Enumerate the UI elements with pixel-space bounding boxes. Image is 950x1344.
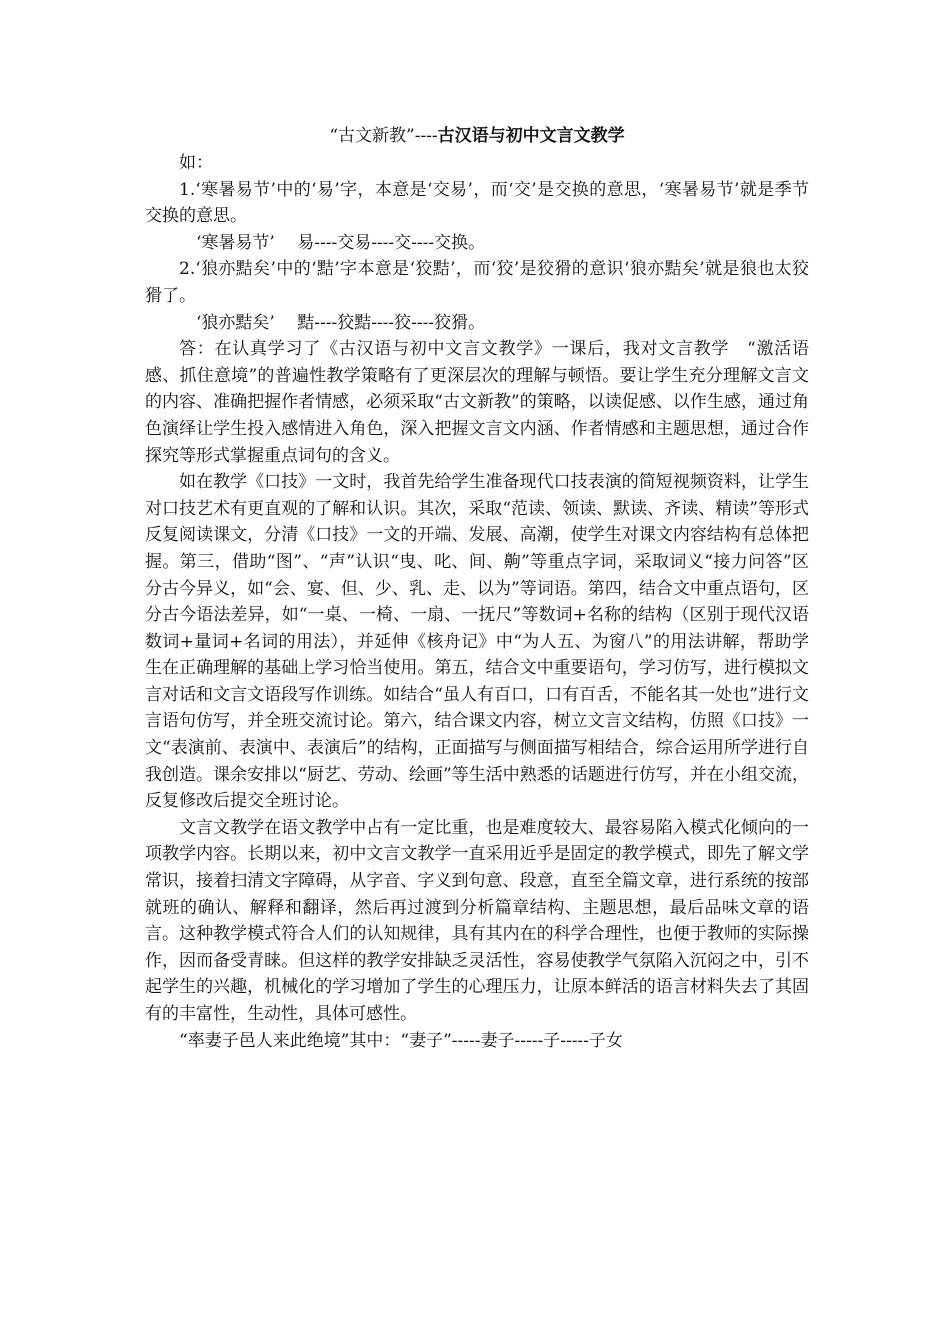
title-main: 古汉语与初中文言文教学	[437, 126, 625, 146]
paragraph: ‘寒暑易节’ 易----交易----交----交换。	[196, 232, 486, 253]
paragraph: “率妻子邑人来此绝境”其中：“妻子”-----妻子-----子-----子女	[179, 1030, 623, 1051]
paragraph: 如：	[179, 153, 213, 173]
document-body	[145, 122, 809, 1054]
document-title	[145, 122, 809, 150]
paragraph: 如在教学《口技》一文时，我首先给学生准备现代口技表演的简短视频资料，让学生对口技艺术有更直观的了解和认识。其次，采取“范读、领读、默读、齐读、精读”等形式反复阅读课文，分清《口技》一文的开端、发展、高潮，使学生对课文内容结构有总体把握。第三，借助“图”、“声”认识“曳、叱、间、齁”等重点字词，采取词义“接力问答”区分古今异义，如“会、宴、但、少、乳、走、以为”等词语。第四，结合文中重点语句，区分古今语法差异，如“一桌、一椅、一扇、一抚尺”等数词+名称的结构（区别于现代汉语数词+量词+名词的用法），并延伸《核舟记》中“为人五、为窗八”的用法讲解，帮助学生在正确理解的基础上学习恰当使用。第五，结合文中重要语句，学习仿写，进行模拟文言对话和文言文语段写作训练。如结合“虽人有百口，口有百舌，不能名其一处也”进行文言语句仿写，并全班交流讨论。第六，结合课文内容，树立文言文结构，仿照《口技》一文“表演前、表演中、表演后”的结构，正面描写与侧面描写相结合，综合运用所学进行自我创造。课余安排以“厨艺、劳动、绘画”等生活中熟悉的话题进行仿写，并在小组交流，反复修改后提交全班讨论。	[145, 472, 809, 812]
paragraph: ‘狼亦黠矣’ 黠----狡黠----狡----狡猾。	[196, 312, 486, 333]
paragraph: 答：在认真学习了《古汉语与初中文言文教学》一课后，我对文言教学 “激活语感、抓住意境”的普遍性教学策略有了更深层次的理解与顿悟。要让学生充分理解文言文的内容、准确把握作者情感，必须采取“古文新教”的策略，以读促感、以作生感，通过角色演绎让学生投入感情进入角色，深入把握文言文内涵、作者情感和主题思想，通过合作探究等形式掌握重点词句的含义。	[145, 339, 809, 466]
paragraph: 文言文教学在语文教学中占有一定比重，也是难度较大、最容易陷入模式化倾向的一项教学内容。长期以来，初中文言文教学一直采用近乎是固定的教学模式，即先了解文学常识，接着扫清文字障碍，从字音、字义到句意、段意，直至全篇文章，进行系统的按部就班的确认、解释和翻译，然后再过渡到分析篇章结构、主题思想，最后品味文章的语言。这种教学模式符合人们的认知规律，具有其内在的科学合理性，也便于教师的实际操作，因而备受青睐。但这样的教学安排缺乏灵活性，容易使教学气氛陷入沉闷之中，引不起学生的兴趣，机械化的学习增加了学生的心理压力，让原本鲜活的语言材料失去了其固有的丰富性，生动性，具体可感性。	[145, 817, 809, 1024]
paragraph: 2.‘狼亦黠矣’中的‘黠’字本意是‘狡黠’，而‘狡’是狡猾的意识‘狼亦黠矣’就是狼也太狡猾了。	[145, 259, 809, 306]
paragraph: 1.‘寒暑易节’中的‘易’字，本意是‘交易’，而‘交’是交换的意思，‘寒暑易节’就是季节交换的意思。	[145, 179, 809, 227]
title-prefix: “古文新教”----	[329, 126, 438, 146]
